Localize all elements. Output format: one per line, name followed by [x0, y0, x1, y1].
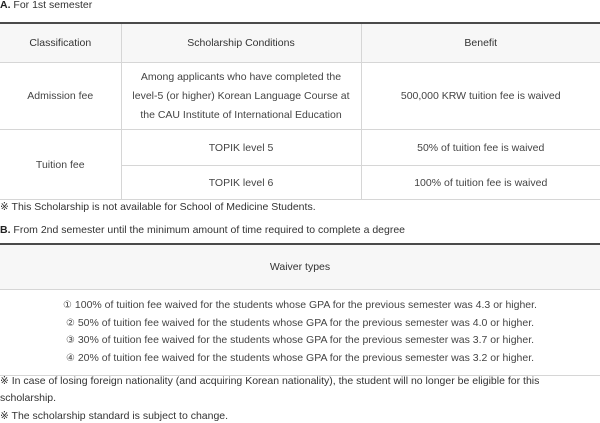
section-a-title: For 1st semester	[13, 0, 93, 11]
condition-line: the CAU Institute of International Education	[140, 108, 342, 121]
header-waiver-types: Waiver types	[0, 244, 600, 290]
item-marker: ④	[65, 352, 75, 364]
item-text: 50% of tuition fee waived for the students whose GPA for the previous semester was 4.0 or higher.	[77, 316, 535, 329]
list-item	[6, 315, 594, 333]
item-text: 20% of tuition fee waived for the students whose GPA for the previous semester was 3.2 or higher.	[77, 351, 535, 364]
condition-topik-5: TOPIK level 5	[121, 130, 361, 166]
waiver-types-table	[0, 243, 600, 376]
table-row	[0, 130, 600, 166]
header-benefit: Benefit	[361, 23, 600, 63]
section-b-letter: B.	[0, 224, 11, 236]
section-a-heading	[0, 0, 92, 12]
section-b-heading	[0, 223, 405, 237]
item-marker: ①	[63, 300, 72, 311]
table-header-row	[0, 23, 600, 63]
benefit-admission: 500,000 KRW tuition fee is waived	[361, 63, 600, 130]
benefit-topik-5: 50% of tuition fee is waived	[361, 130, 600, 166]
item-marker: ②	[65, 317, 75, 329]
waiver-list	[0, 290, 600, 376]
note-nationality-line-1: ※ In case of losing foreign nationality (and acquiring Korean nationality), the student will no longer be eligible for this	[0, 375, 540, 387]
condition-line: level-5 (or higher) Korean Language Course at	[132, 89, 350, 102]
note-medicine-exclusion: ※ This Scholarship is not available for School of Medicine Students.	[0, 201, 316, 213]
scholarship-table-first-semester	[0, 22, 600, 200]
table-header-row	[0, 244, 600, 290]
classification-admission: Admission fee	[0, 63, 121, 130]
table-row	[0, 290, 600, 376]
note-nationality-line-2: scholarship.	[0, 392, 57, 404]
benefit-topik-6: 100% of tuition fee is waived	[361, 166, 600, 200]
item-marker: ③	[65, 335, 75, 347]
note-standard-change: ※ The scholarship standard is subject to change.	[0, 410, 229, 422]
table-row	[0, 63, 600, 130]
condition-line: Among applicants who have completed the	[140, 70, 342, 83]
section-a-letter: A.	[0, 0, 11, 11]
list-item	[6, 332, 594, 350]
header-classification: Classification	[0, 23, 121, 63]
condition-topik-6: TOPIK level 6	[121, 166, 361, 200]
item-text: 100% of tuition fee waived for the students whose GPA for the previous semester was 4.3 or higher.	[74, 299, 537, 311]
list-item	[6, 350, 594, 368]
list-item	[6, 297, 594, 315]
section-b-title: From 2nd semester until the minimum amount of time required to complete a degree	[13, 224, 406, 236]
condition-admission	[121, 63, 361, 130]
item-text: 30% of tuition fee waived for the students whose GPA for the previous semester was 3.7 or higher.	[77, 334, 535, 347]
classification-tuition: Tuition fee	[0, 130, 121, 200]
header-conditions: Scholarship Conditions	[121, 23, 361, 63]
